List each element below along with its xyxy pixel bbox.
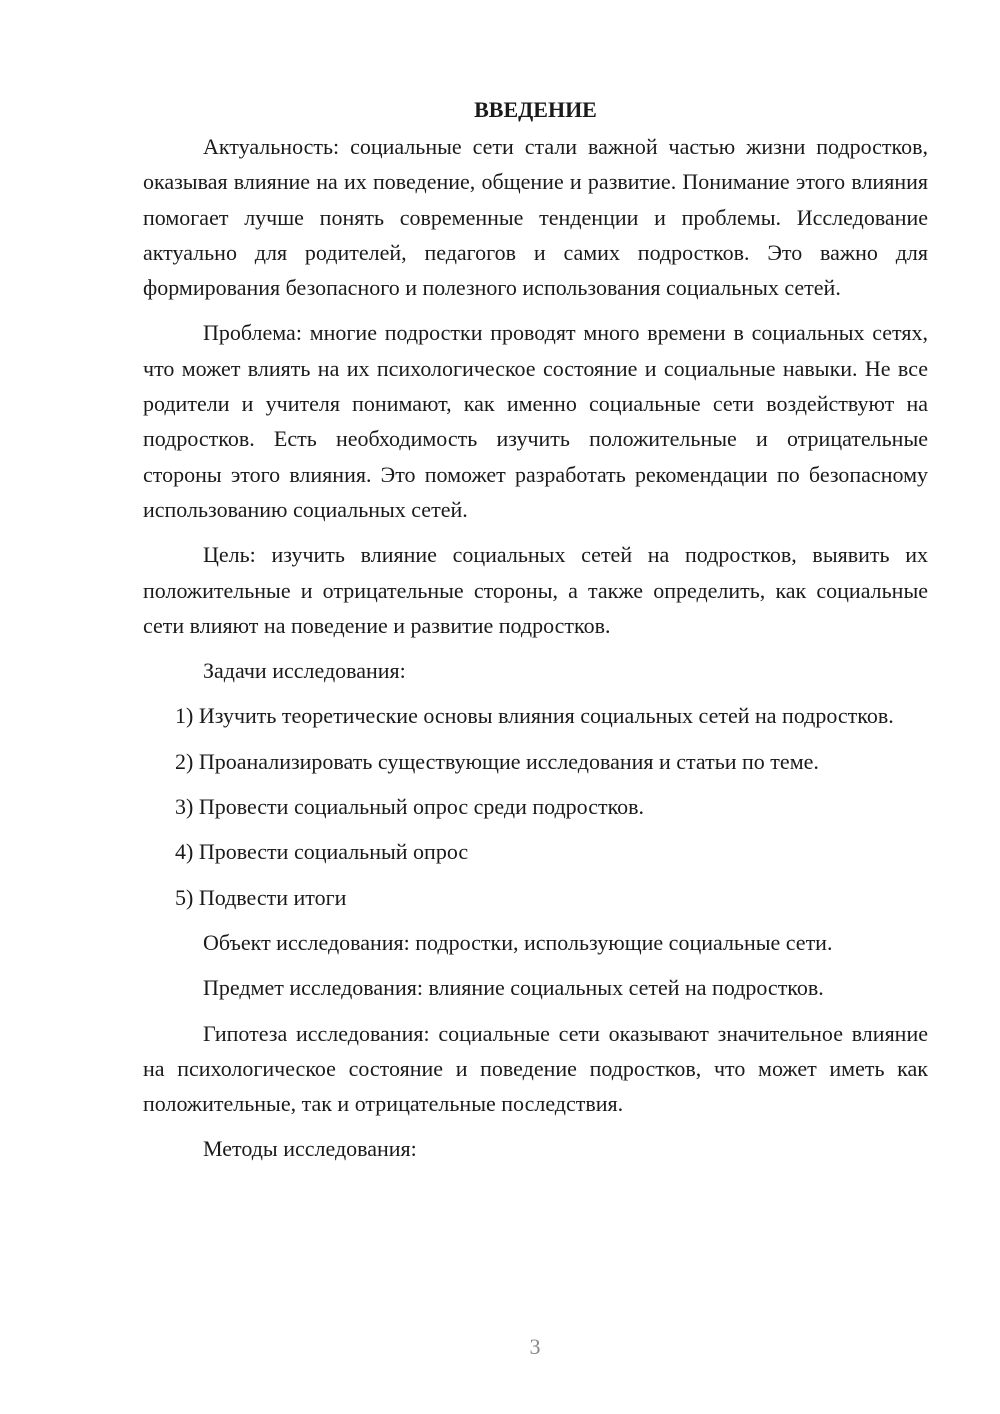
tasks-heading: Задачи исследования: — [203, 658, 406, 684]
task-item-5: 5) Подвести итоги — [175, 884, 347, 910]
goal-paragraph: Цель: изучить влияние социальных сетей на подростков, выявить их положительные и отрицательные стороны, а также определить, как социальные сети влияют на поведение и развитие подростков. — [143, 542, 928, 638]
relevance-paragraph: Актуальность: социальные сети стали важной частью жизни подростков, оказывая влияние на их поведение, общение и развитие. Понимание этого влияния помогает лучше понять современные тенденции и проблемы. Исследование актуально для родителей, педагогов и самих подростков. Это важно для формирования безопасного и полезного использования социальных сетей. — [143, 134, 928, 301]
page-number: 3 — [529, 1334, 541, 1359]
problem-paragraph: Проблема: многие подростки проводят много времени в социальных сетях, что может влиять на их психологическое состояние и социальные навыки. Не все родители и учителя понимают, как именно социальные сети воздействуют на подростков. Есть необходимость изучить положительные и отрицательные стороны этого влияния. Это поможет разработать рекомендации по безопасному использованию социальных сетей. — [143, 320, 928, 522]
document-page — [143, 92, 928, 1177]
task-item-1: 1) Изучить теоретические основы влияния социальных сетей на подростков. — [175, 703, 894, 729]
section-title: ВВЕДЕНИЕ — [474, 97, 597, 122]
task-item-4: 4) Провести социальный опрос — [175, 839, 469, 865]
object-paragraph: Объект исследования: подростки, использующие социальные сети. — [203, 929, 833, 955]
subject-paragraph: Предмет исследования: влияние социальных сетей на подростков. — [203, 975, 824, 1001]
methods-heading: Методы исследования: — [203, 1136, 417, 1162]
task-item-3: 3) Провести социальный опрос среди подростков. — [175, 794, 645, 820]
task-item-2: 2) Проанализировать существующие исследования и статьи по теме. — [175, 748, 819, 774]
hypothesis-paragraph: Гипотеза исследования: социальные сети оказывают значительное влияние на психологическое состояние и поведение подростков, что может иметь как положительные, так и отрицательные последствия. — [143, 1020, 928, 1117]
